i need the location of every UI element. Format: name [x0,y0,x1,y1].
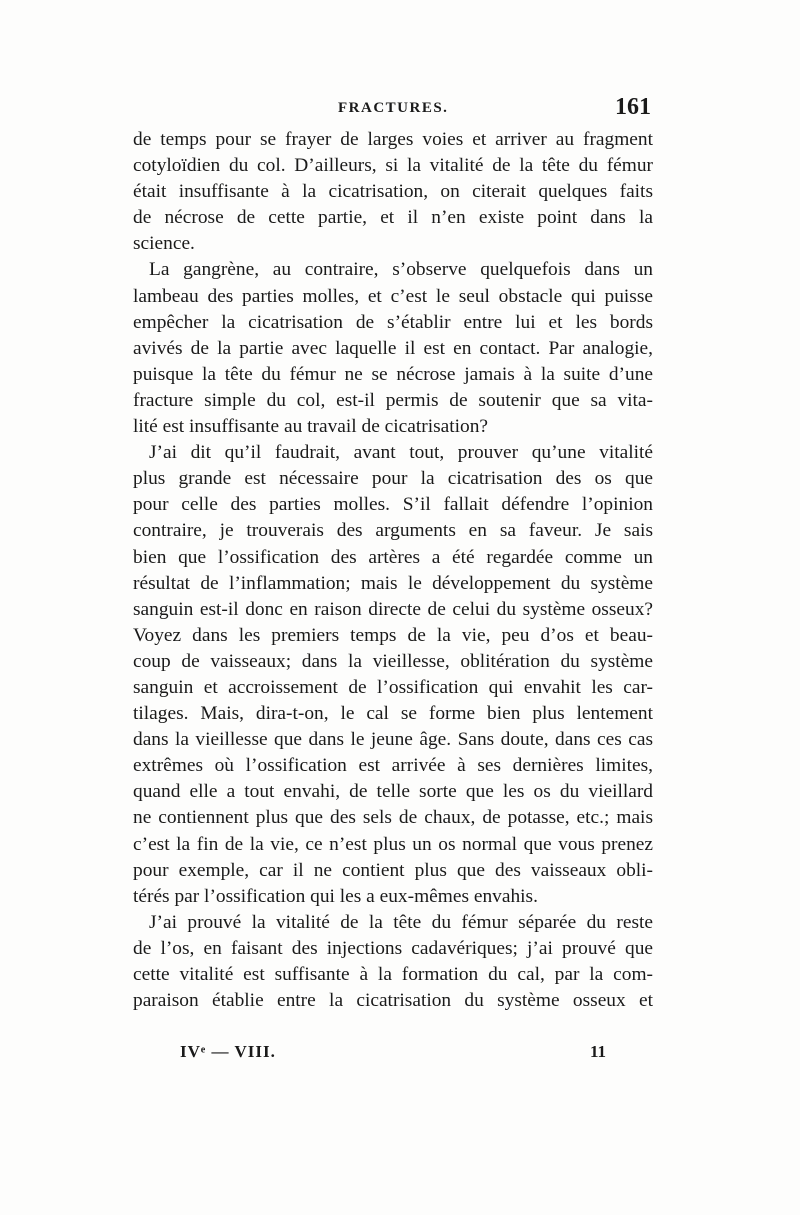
page-header [133,96,653,126]
text-line: science. [133,233,195,255]
text-line: térés par l’ossification qui les a eux-mêmes envahis. [133,885,538,907]
text-line: paraison établie entre la cicatrisation du système osseux et [133,990,653,1012]
text-line: cotyloïdien du col. D’ailleurs, si la vitalité de la tête du fémur [133,155,653,177]
page-footer [150,1042,630,1068]
text-line: de l’os, en faisant des injections cadavériques; j’ai prouvé que [133,937,653,959]
text-line: bien que l’ossification des artères a été regardée comme un [133,546,653,568]
text-line: plus grande est nécessaire pour la cicatrisation des os que [133,468,653,490]
text-line: fracture simple du col, est-il permis de soutenir que sa vita- [133,389,653,411]
text-line: de nécrose de cette partie, et il n’en existe point dans la [133,207,653,229]
text-line: La gangrène, au contraire, s’observe quelquefois dans un [149,259,653,281]
text-line: ne contiennent plus que des sels de chaux, de potasse, etc.; mais [133,807,653,829]
text-line: tilages. Mais, dira-t-on, le cal se forme bien plus lentement [133,703,653,725]
page-number: 161 [615,94,651,120]
text-line: c’est la fin de la vie, ce n’est plus un os normal que vous prenez [133,833,653,855]
text-line: pour exemple, car il ne contient plus que des vaisseaux obli- [133,859,653,881]
text-line: empêcher la cicatrisation de s’établir entre lui et les bords [133,311,653,333]
text-line: lité est insuffisante au travail de cicatrisation? [133,416,489,438]
signature-number: 11 [590,1042,607,1061]
text-line: résultat de l’inflammation; mais le développement du système [133,572,653,594]
text-line: contraire, je trouverais des arguments en sa faveur. Je sais [133,520,653,542]
text-line: Voyez dans les premiers temps de la vie, peu d’os et beau- [133,624,653,646]
text-line: J’ai prouvé la vitalité de la tête du fémur séparée du reste [149,911,653,933]
text-line: était insuffisante à la cicatrisation, on citerait quelques faits [133,181,653,203]
text-line: lambeau des parties molles, et c’est le seul obstacle qui puisse [133,285,653,307]
text-line: coup de vaisseaux; dans la vieillesse, oblitération du système [133,650,653,672]
body-text [133,127,653,1014]
text-line: dans la vieillesse que dans le jeune âge. Sans doute, dans ces cas [133,729,653,751]
text-line: cette vitalité est suffisante à la formation du cal, par la com- [133,964,653,985]
text-line: sanguin et accroissement de l’ossification qui envahit les car- [133,676,653,698]
text-line: de temps pour se frayer de larges voies et arriver au fragment [133,129,653,150]
text-line: puisque la tête du fémur ne se nécrose jamais à la suite d’une [133,363,653,385]
text-line: extrêmes où l’ossification est arrivée à ses dernières limites, [133,755,653,777]
text-line: avivés de la partie avec laquelle il est en contact. Par analogie, [133,337,653,359]
text-line: pour celle des parties molles. S’il fallait défendre l’opinion [133,494,653,516]
text-line: sanguin est-il donc en raison directe de celui du système osseux? [133,598,653,620]
signature-mark: IVᵉ — VIII. [180,1042,276,1061]
running-title: FRACTURES. [338,100,449,116]
text-line: J’ai dit qu’il faudrait, avant tout, prouver qu’une vitalité [149,442,653,464]
text-line: quand elle a tout envahi, de telle sorte que les os du vieillard [133,781,653,803]
